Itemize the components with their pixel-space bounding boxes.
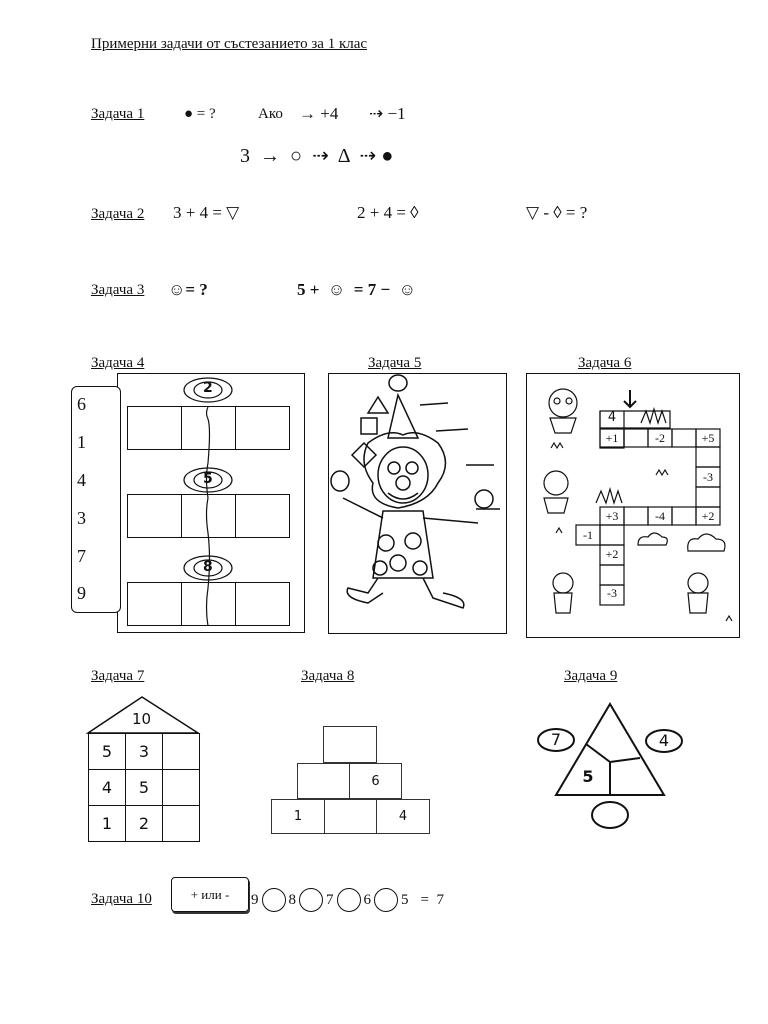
task4-number: 7 (77, 546, 86, 566)
house-cell: 5 (125, 769, 163, 806)
task8-label: Задача 8 (301, 668, 355, 684)
task10-expression (251, 888, 444, 912)
task1-chain: 3 → ○ ⇢ Δ ⇢ ● (240, 145, 394, 167)
maze-step: -3 (607, 586, 617, 600)
task4-number-list (71, 386, 121, 613)
oval-shape (331, 471, 349, 491)
task3-label: Задача 3 (91, 282, 145, 298)
inner-number: 5 (582, 767, 594, 786)
house-cell: 3 (125, 733, 163, 770)
clown-body (373, 511, 433, 578)
task1-ako: Ако (258, 106, 283, 122)
house-grid (88, 733, 199, 841)
task5-label: Задача 5 (368, 355, 422, 371)
arrow-down-icon (624, 390, 636, 407)
pyramid-cell: 4 (376, 799, 430, 834)
answer-boxes-row (127, 582, 289, 626)
task2-label: Задача 2 (91, 206, 145, 222)
clown-nose (396, 476, 410, 490)
maze-step: +2 (605, 547, 619, 561)
clown-illustration (328, 373, 507, 634)
task6-label: Задача 6 (578, 355, 632, 371)
task4-number: 3 (77, 508, 86, 528)
task3-question: ☺= ? (168, 280, 208, 299)
creature-icon (549, 389, 577, 417)
creature-icon (688, 573, 708, 593)
task1-rule-arrow: → +4 (299, 104, 339, 123)
operator-circle[interactable] (337, 888, 361, 912)
task4-number: 6 (77, 394, 86, 414)
task1-label: Задача 1 (91, 106, 145, 122)
task2-eq3: ▽ - ◊ = ? (526, 203, 588, 222)
house-cell: 2 (125, 805, 163, 842)
maze-step: -4 (655, 509, 665, 523)
maze-start: 4 (607, 410, 617, 425)
house-cell (162, 769, 200, 806)
task10-number: 9 (251, 891, 259, 908)
house-cell (162, 733, 200, 770)
triangle-puzzle (530, 698, 690, 832)
pyramid-top-cell (323, 726, 377, 763)
task4-number: 4 (77, 470, 86, 490)
task6-illustration (526, 373, 740, 638)
operator-circle[interactable] (374, 888, 398, 912)
creature-icon (553, 573, 573, 593)
maze-step: -3 (703, 470, 713, 484)
triangle-shape (368, 397, 388, 413)
party-hat (388, 395, 418, 438)
house-roof-number: 10 (132, 710, 152, 728)
maze-step: +5 (701, 431, 715, 445)
clown-hair (364, 433, 446, 508)
house-cell (162, 805, 200, 842)
maze-step: +2 (701, 509, 715, 523)
task2-eq2: 2 + 4 = ◊ (357, 203, 419, 222)
maze-step: -1 (583, 528, 593, 542)
task10-label: Задача 10 (91, 891, 152, 907)
task7-label: Задача 7 (91, 668, 145, 684)
page-title: Примерни задачи от състезанието за 1 клас (91, 36, 368, 52)
circle-shape (475, 490, 493, 508)
task1-rule-dotted: ⇢ −1 (369, 104, 406, 123)
task4-number: 1 (77, 432, 86, 452)
cloud-icon (688, 534, 725, 551)
right-oval-number: 4 (658, 731, 670, 750)
task3-equation: 5 + ☺ = 7 − ☺ (297, 280, 417, 299)
task9-label: Задача 9 (564, 668, 618, 684)
creature-icon (544, 471, 568, 495)
pyramid-cell: 1 (271, 799, 325, 834)
left-oval-number: 7 (550, 730, 562, 749)
pyramid-cell: 6 (349, 763, 402, 799)
flower-number: 8 (203, 559, 213, 575)
task1-question: ● = ? (184, 106, 216, 122)
circle-shape (389, 375, 407, 391)
task2-eq1: 3 + 4 = ▽ (173, 203, 240, 222)
task10-number: 5 (401, 891, 409, 908)
maze-step: +1 (605, 431, 619, 445)
maze-step: -2 (655, 431, 665, 445)
task4-label: Задача 4 (91, 355, 145, 371)
operator-circle[interactable] (299, 888, 323, 912)
bottom-oval (592, 802, 628, 828)
pyramid-cell (324, 799, 377, 834)
task10-number: 7 (326, 891, 334, 908)
house-cell: 4 (88, 769, 126, 806)
cloud-icon (638, 533, 667, 545)
operator-circle[interactable] (262, 888, 286, 912)
task10-result: = 7 (420, 891, 444, 908)
operator-hint-box: + или - (171, 877, 249, 912)
flower-number: 2 (203, 380, 213, 396)
flower-number: 5 (203, 471, 213, 487)
task4-number: 9 (77, 583, 86, 603)
task10-number: 8 (288, 891, 296, 908)
task10-number: 6 (363, 891, 371, 908)
grass-icon (596, 489, 622, 503)
maze-step: +3 (605, 509, 619, 523)
house-cell: 1 (88, 805, 126, 842)
pyramid-cell (297, 763, 350, 799)
answer-boxes-row (127, 494, 289, 538)
square-shape (361, 418, 377, 434)
house-cell: 5 (88, 733, 126, 770)
answer-boxes-row (127, 406, 289, 450)
